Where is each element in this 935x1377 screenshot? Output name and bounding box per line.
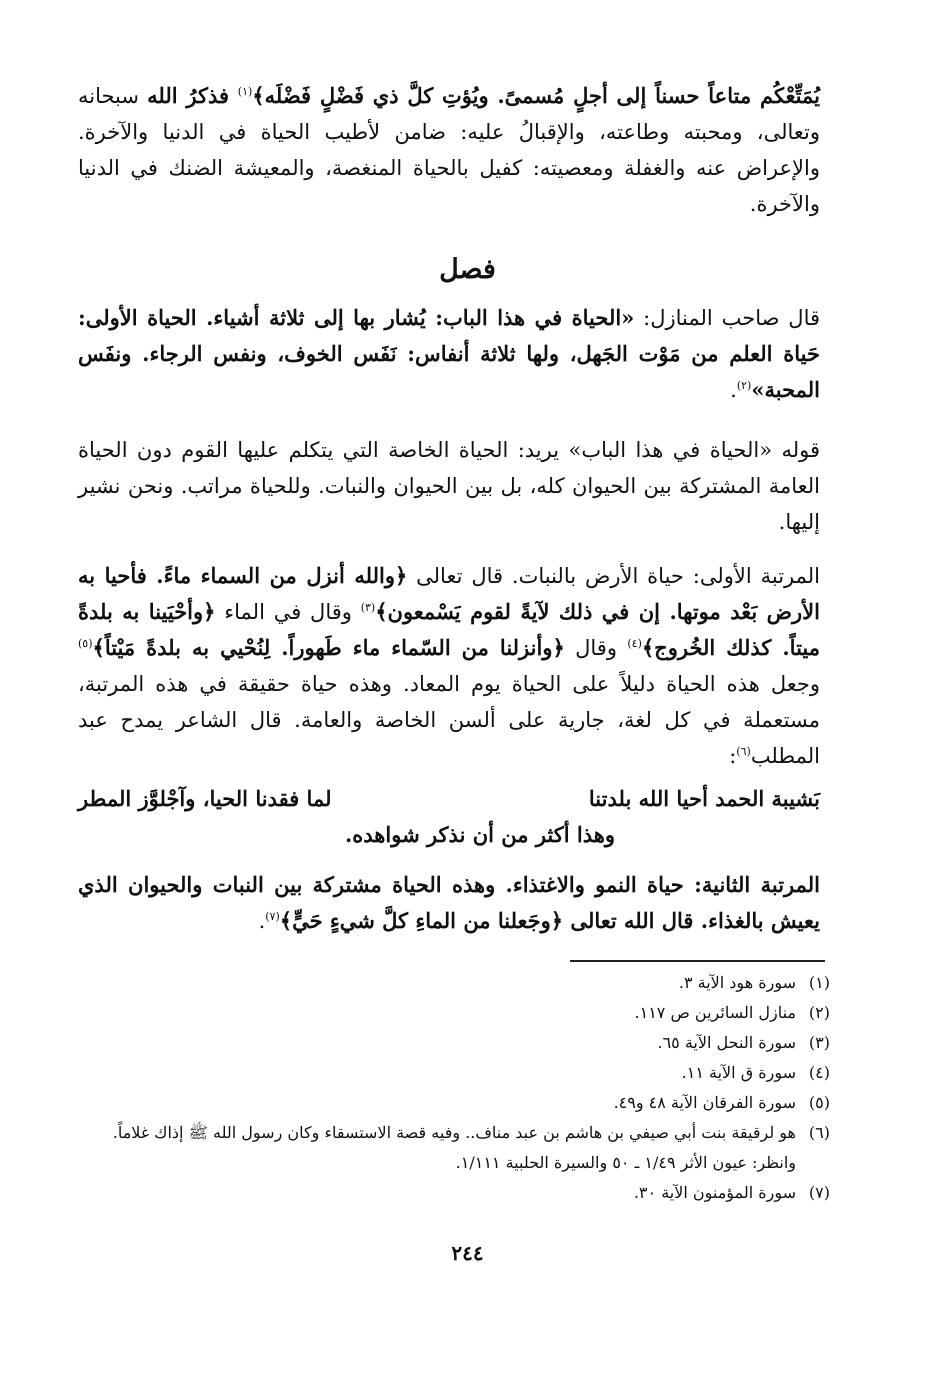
footnote-divider [570,960,825,962]
footnote-ref-7: (٧) [265,910,280,923]
footnote-item [78,1118,830,1178]
paragraph-end: : [729,744,737,768]
intro-continuation: فذكرُ الله [147,83,238,108]
connector-text: وقال في الماء [215,600,361,624]
footnote-ref-4: (٤) [627,637,642,650]
quran-verse-qaf: ﴿وأحْيَينا به بلدةً ميتاً. كذلك الخُروج﴾ [78,599,820,660]
footnote-number: (٥) [808,1093,830,1112]
intro-paragraph [78,78,820,222]
footnote-item [78,1178,830,1208]
footnote-ref-2: (٢) [736,379,752,392]
first-rank-body: وجعل هذه الحياة دليلاً على الحياة يوم المعاد. وهذه حياة حقيقة في هذه المرتبة، مستعملة في كل لغة، جارية على ألسن الخاصة والعامة. قال الشاعر يمدح عبد المطلب [78,672,820,768]
second-rank-lead: المرتبة الثانية: حياة النمو والاغتذاء. وهذه الحياة مشتركة بين النبات والحيوان الذي يعيش بالغذاء. قال الله تعالى [78,872,820,933]
intro-body: سبحانه وتعالى، ومحبته وطاعته، والإقبالُ عليه: ضامن لأطيب الحياة في الدنيا والآخرة. والإعراض عنه والغفلة ومعصيته: كفيل بالحياة المنغصة، والمعيشة الضنك في الدنيا والآخرة. [78,84,820,216]
quran-verse-nahl: ﴿والله أنزل من السماء ماءً. فأحيا به الأرض بَعْد موتها. إن في ذلك لآيةً لقوم يَسْمعون﴾ [78,563,820,624]
first-rank-lead: المرتبة الأولى: حياة الأرض بالنبات. قال تعالى [407,564,821,588]
footnote-text: سورة ق الآية ١١. [681,1063,796,1082]
footnote-item [78,1028,830,1058]
footnote-number: (٢) [808,1003,830,1022]
footnote-number: (١) [808,973,830,992]
footnote-text: سورة الفرقان الآية ٤٨ و٤٩. [613,1093,796,1112]
footnote-text: هو لرقيقة بنت أبي صيفي بن هاشم بن عبد مناف.. وفيه قصة الاستسقاء وكان رسول الله ﷺ إذاك غلاماً. وانظر: عيون الأثر ١/٤٩ ـ ٥٠ والسيرة الحلبية ١/١١١. [112,1123,796,1172]
paragraph-first-rank [78,558,820,774]
footnote-text: منازل السائرين ص ١١٧. [634,1003,796,1022]
footnote-ref-6: (٦) [736,745,751,758]
footnote-number: (٤) [808,1063,830,1082]
footnotes-list [78,968,830,1208]
footnote-ref-1: (١) [237,85,253,98]
section-heading: فصل [439,254,496,285]
footnote-number: (٣) [808,1033,830,1052]
paragraph-end: . [258,909,266,933]
verse-first-hemistich: بَشيبة الحمد أحيا الله بلدتنا [588,786,820,811]
verse-followup: وهذا أكثر من أن نذكر شواهده. [344,822,615,847]
footnote-text: سورة المؤمنون الآية ٣٠. [633,1183,796,1202]
connector-text: وقال [564,636,628,660]
paragraph-end: . [730,378,737,402]
paragraph-lead: قال صاحب المنازل: [634,306,820,330]
footnote-text: سورة النحل الآية ٦٥. [657,1033,796,1052]
footnote-ref-5: (٥) [78,637,93,650]
paragraph-second-rank [78,867,820,939]
footnote-item [78,998,830,1028]
quran-verse-furqan: ﴿وأنزلنا من السّماء ماء طَهوراً. لِنُحْيي به بلدةً مَيْتاً﴾ [92,635,565,660]
footnote-item [78,1088,830,1118]
page-number: ٢٤٤ [451,1241,484,1265]
footnote-number: (٦) [808,1123,830,1142]
footnote-item [78,968,830,998]
footnote-number: (٧) [808,1183,830,1202]
manazil-quote: «الحياة في هذا الباب: يُشار بها إلى ثلاثة أشياء. الحياة الأولى: حَياة العلم من مَوْت الجَهل، ولها ثلاثة أنفاس: نَفَس الخوف، ونفس الرجاء. ونفَس المحبة» [78,305,820,402]
intro-quran-text: يُمَتِّعْكُم متاعاً حسناً إلى أجلٍ مُسمىً. ويُؤتِ كلَّ ذي فَضْلٍ فَضْلَه﴾ [252,83,820,108]
paragraph-commentary: قوله «الحياة في هذا الباب» يريد: الحياة الخاصة التي يتكلم عليها القوم دون الحياة العامة المشتركة بين الحيوان كله، بل بين الحيوان والنبات. وللحياة مراتب. ونحن نشير إليها. [78,438,820,534]
poetry-verse [78,781,820,817]
paragraph-manazil-quote [78,300,820,408]
verse-second-hemistich: لما فقدنا الحيا، وآجْلوَّز المطر [78,786,332,811]
footnote-text: سورة هود الآية ٣. [678,973,796,992]
quran-verse-anbiya: ﴿وجَعلنا من الماءِ كلَّ شيءٍ حَيٍّ﴾ [279,908,564,933]
footnote-item [78,1058,830,1088]
footnote-ref-3: (٣) [360,601,376,614]
